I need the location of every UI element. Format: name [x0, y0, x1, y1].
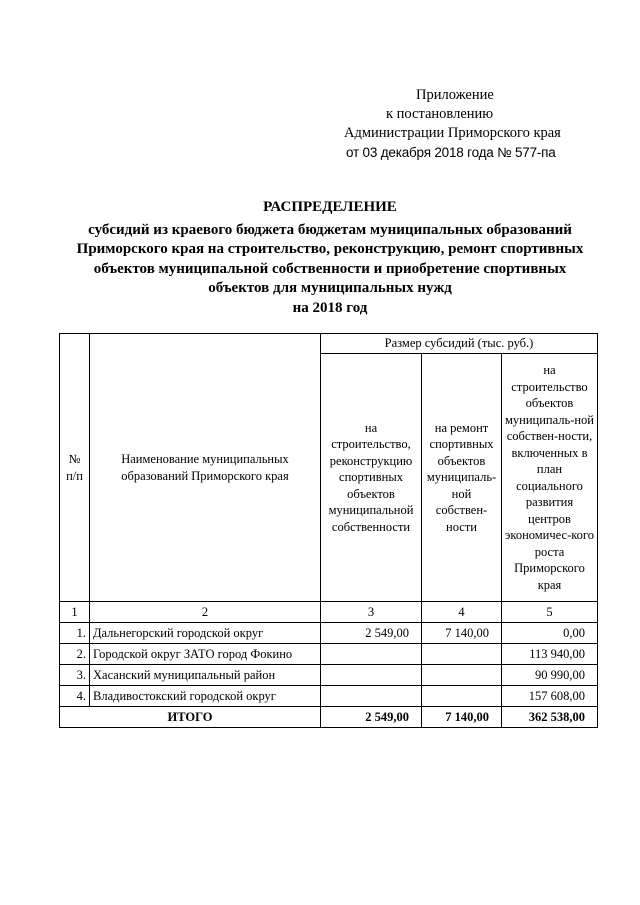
- row-growth: 113 940,00: [502, 644, 598, 665]
- row-repair: [422, 665, 502, 686]
- title-line: на 2018 год: [292, 299, 368, 316]
- row-growth: 0,00: [502, 623, 598, 644]
- row-construction: [321, 686, 422, 707]
- title-line: субсидий из краевого бюджета бюджетам муниципальных образований: [88, 221, 572, 238]
- row-construction: [321, 665, 422, 686]
- appendix-line-2: к постановлению: [386, 106, 494, 122]
- col-number: 5: [502, 602, 598, 623]
- title-line: объектов для муниципальных нужд: [208, 280, 452, 296]
- total-repair: 7 140,00: [422, 707, 502, 728]
- header-construction: на строительство, реконструкцию спортивных объектов муниципальной собственности: [321, 354, 422, 602]
- row-growth: 90 990,00: [502, 665, 598, 686]
- col-number: 3: [321, 602, 422, 623]
- table-row: [60, 686, 598, 707]
- subsidy-table: [59, 333, 598, 728]
- document-title: [40, 198, 620, 318]
- row-num: 3.: [60, 665, 90, 686]
- total-growth: 362 538,00: [502, 707, 598, 728]
- row-num: 4.: [60, 686, 90, 707]
- col-number: 4: [422, 602, 502, 623]
- appendix-line-1: Приложение: [416, 87, 494, 103]
- table-row: [60, 644, 598, 665]
- row-repair: 7 140,00: [422, 623, 502, 644]
- row-construction: [321, 644, 422, 665]
- col-number: 2: [90, 602, 321, 623]
- appendix-date-line: от 03 декабря 2018 года № 577-па: [346, 145, 556, 160]
- row-name: Городской округ ЗАТО город Фокино: [90, 644, 321, 665]
- row-name: Дальнегорский городской округ: [90, 623, 321, 644]
- title-line: Приморского края на строительство, реконструкцию, ремонт спортивных: [76, 241, 584, 257]
- header-name: Наименование муниципальных образований Приморского края: [90, 334, 321, 602]
- header-repair: на ремонт спортивных объектов муниципаль-ной собствен-ности: [422, 354, 502, 602]
- total-row: [60, 707, 598, 728]
- header-num: № п/п: [60, 334, 90, 602]
- row-name: Хасанский муниципальный район: [90, 665, 321, 686]
- row-name: Владивостокский городской округ: [90, 686, 321, 707]
- total-construction: 2 549,00: [321, 707, 422, 728]
- table-row: [60, 665, 598, 686]
- row-num: 2.: [60, 644, 90, 665]
- header-growth-centers: на строительство объектов муниципаль-ной собствен-ности, включенных в план социального развития центров экономичес-кого роста Приморского края: [502, 354, 598, 602]
- table-row: [60, 623, 598, 644]
- row-construction: 2 549,00: [321, 623, 422, 644]
- appendix-line-3: Администрации Приморского края: [344, 125, 561, 141]
- title-line: объектов муниципальной собственности и приобретение спортивных: [93, 260, 567, 277]
- title-heading: РАСПРЕДЕЛЕНИЕ: [263, 199, 397, 215]
- row-repair: [422, 686, 502, 707]
- appendix-block: [330, 86, 620, 162]
- header-subsidy-group: Размер субсидий (тыс. руб.): [321, 334, 598, 354]
- row-growth: 157 608,00: [502, 686, 598, 707]
- row-repair: [422, 644, 502, 665]
- total-label: ИТОГО: [60, 707, 321, 728]
- row-num: 1.: [60, 623, 90, 644]
- col-number: 1: [60, 602, 90, 623]
